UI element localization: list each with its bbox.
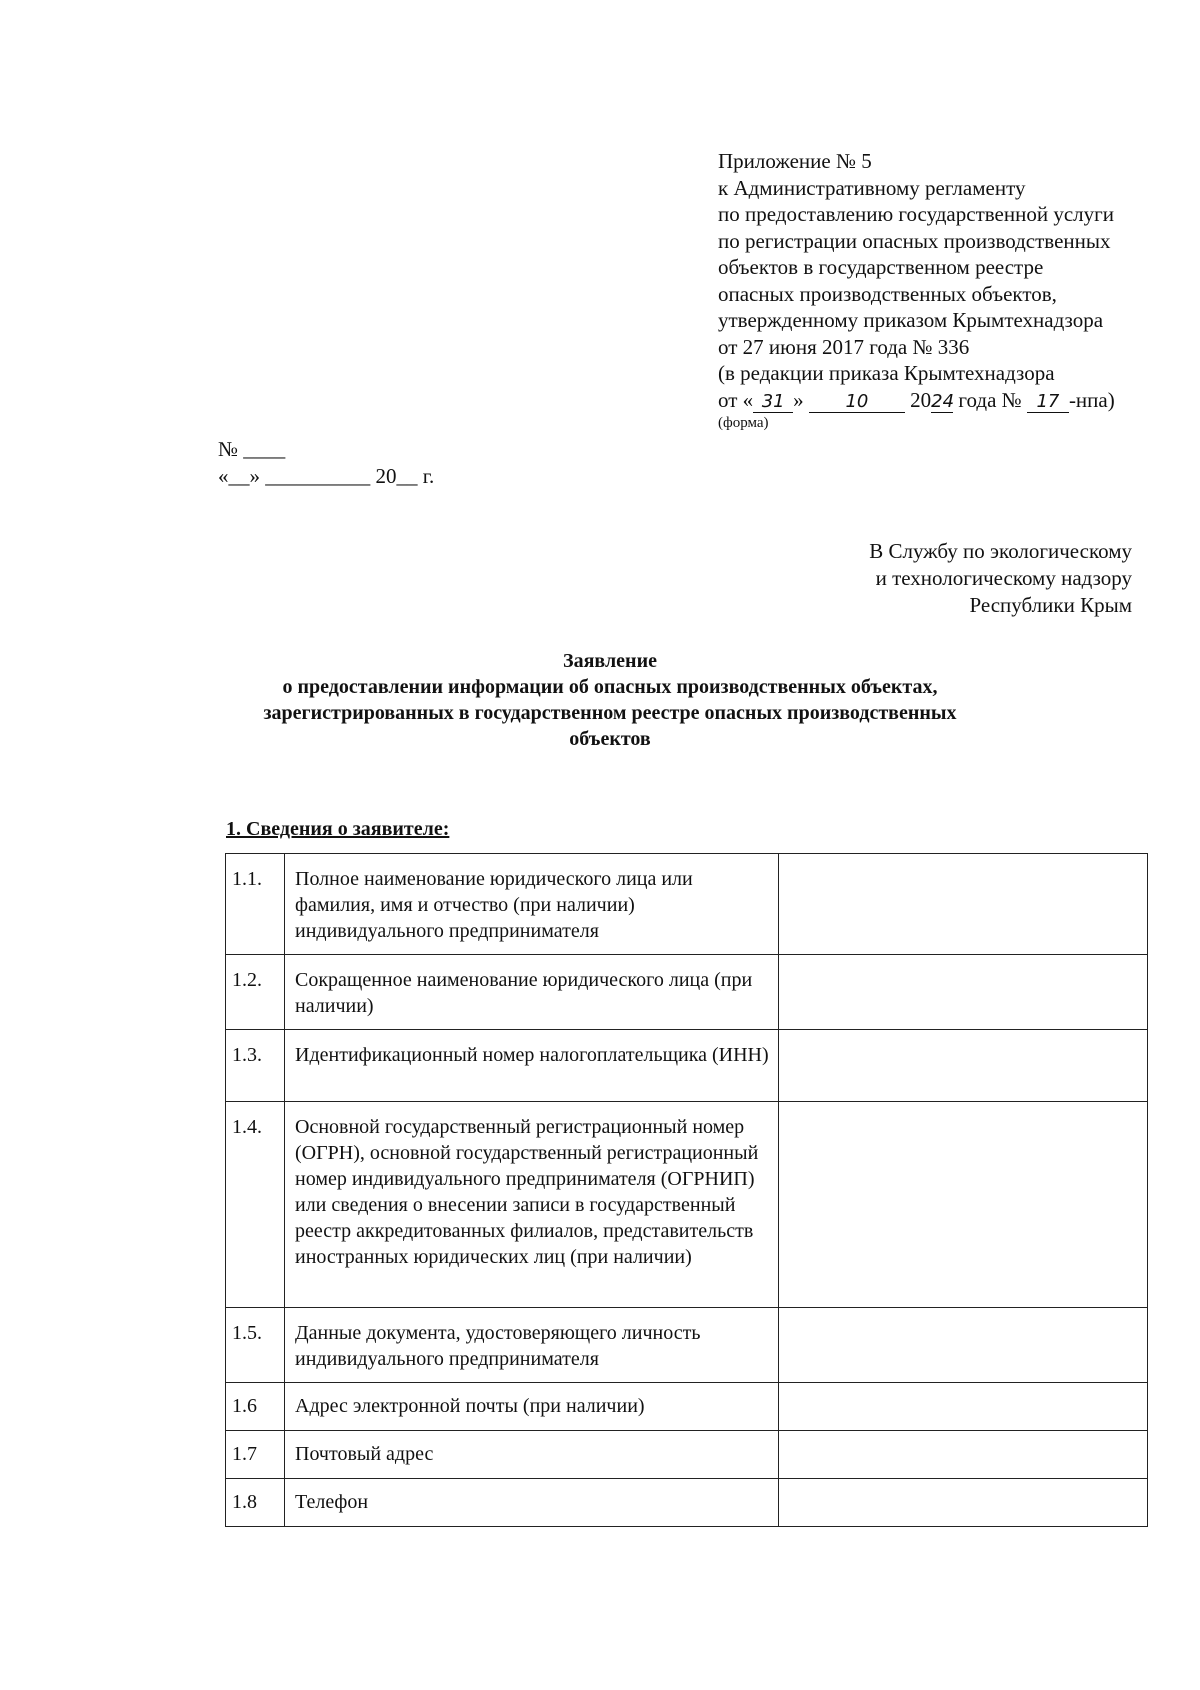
row-label: Адрес электронной почты (при наличии) <box>285 1383 779 1431</box>
document-title <box>200 648 1020 752</box>
table-row <box>226 1383 1148 1431</box>
registration-number: № ____ <box>218 437 286 461</box>
year-prefix: 20 <box>910 387 932 412</box>
appendix-line: опасных производственных объектов, <box>718 281 1057 306</box>
addressee-line: и технологическому надзору <box>875 566 1132 590</box>
appendix-header <box>718 148 1178 433</box>
appendix-line: к Административному регламенту <box>718 175 1026 200</box>
addressee-block <box>869 538 1132 619</box>
row-number: 1.8 <box>226 1479 285 1527</box>
row-label: Полное наименование юридического лица или фамилия, имя и отчество (при наличии) индивидуального предпринимателя <box>285 854 779 955</box>
appendix-line: от 27 июня 2017 года № 336 <box>718 334 970 359</box>
amendment-day: 31 <box>753 392 793 413</box>
amendment-month: 10 <box>809 392 905 413</box>
row-value-field[interactable] <box>779 955 1148 1030</box>
registration-block <box>218 436 434 490</box>
table-row <box>226 1102 1148 1308</box>
number-label: года № <box>958 387 1022 412</box>
table-row <box>226 854 1148 955</box>
row-label: Идентификационный номер налогоплательщика (ИНН) <box>285 1030 779 1102</box>
row-value-field[interactable] <box>779 1030 1148 1102</box>
amendment-date-line <box>718 387 1178 414</box>
appendix-line: по регистрации опасных производственных <box>718 228 1111 253</box>
amendment-year: 24 <box>931 390 955 412</box>
table-row <box>226 1431 1148 1479</box>
addressee-line: В Службу по экологическому <box>869 539 1132 563</box>
row-label: Основной государственный регистрационный номер (ОГРН), основной государственный регистрационный номер индивидуального предпринимателя (ОГРНИП) или сведения о внесении записи в государственный реестр аккредитованных филиалов, представительств иностранных юридических лиц (при наличии) <box>285 1102 779 1308</box>
table-row <box>226 1479 1148 1527</box>
date-suffix: -нпа) <box>1068 387 1115 412</box>
row-number: 1.3. <box>226 1030 285 1102</box>
row-label: Почтовый адрес <box>285 1431 779 1479</box>
table-row <box>226 1030 1148 1102</box>
appendix-line: утвержденному приказом Крымтехнадзора <box>718 308 1104 332</box>
row-number: 1.5. <box>226 1308 285 1383</box>
row-number: 1.7 <box>226 1431 285 1479</box>
title-line: объектов <box>569 728 651 750</box>
appendix-line: по предоставлению государственной услуги <box>718 202 1114 226</box>
section-heading: 1. Сведения о заявителе: <box>226 818 450 840</box>
row-number: 1.2. <box>226 955 285 1030</box>
appendix-line: Приложение № 5 <box>718 149 872 173</box>
table-row <box>226 955 1148 1030</box>
date-prefix: от « <box>718 387 754 412</box>
row-value-field[interactable] <box>779 1431 1148 1479</box>
amendment-number: 17 <box>1027 392 1069 413</box>
row-number: 1.1. <box>226 854 285 955</box>
title-line: Заявление <box>563 650 657 672</box>
row-value-field[interactable] <box>779 1308 1148 1383</box>
table-row <box>226 1308 1148 1383</box>
row-value-field[interactable] <box>779 854 1148 955</box>
row-number: 1.4. <box>226 1102 285 1308</box>
applicant-info-table <box>225 853 1148 1527</box>
row-label: Телефон <box>285 1479 779 1527</box>
title-line: зарегистрированных в государственном реестре опасных производственных <box>263 702 957 724</box>
form-note: (форма) <box>718 415 769 431</box>
title-line: о предоставлении информации об опасных производственных объектах, <box>282 676 938 698</box>
registration-date: «__» __________ 20__ г. <box>218 464 435 488</box>
appendix-line: объектов в государственном реестре <box>718 255 1044 279</box>
row-label: Сокращенное наименование юридического лица (при наличии) <box>285 955 779 1030</box>
row-number: 1.6 <box>226 1383 285 1431</box>
row-value-field[interactable] <box>779 1102 1148 1308</box>
appendix-line: (в редакции приказа Крымтехнадзора <box>718 361 1055 385</box>
row-value-field[interactable] <box>779 1383 1148 1431</box>
date-mid: » <box>793 387 804 412</box>
row-label: Данные документа, удостоверяющего личность индивидуального предпринимателя <box>285 1308 779 1383</box>
row-value-field[interactable] <box>779 1479 1148 1527</box>
addressee-line: Республики Крым <box>969 593 1132 617</box>
